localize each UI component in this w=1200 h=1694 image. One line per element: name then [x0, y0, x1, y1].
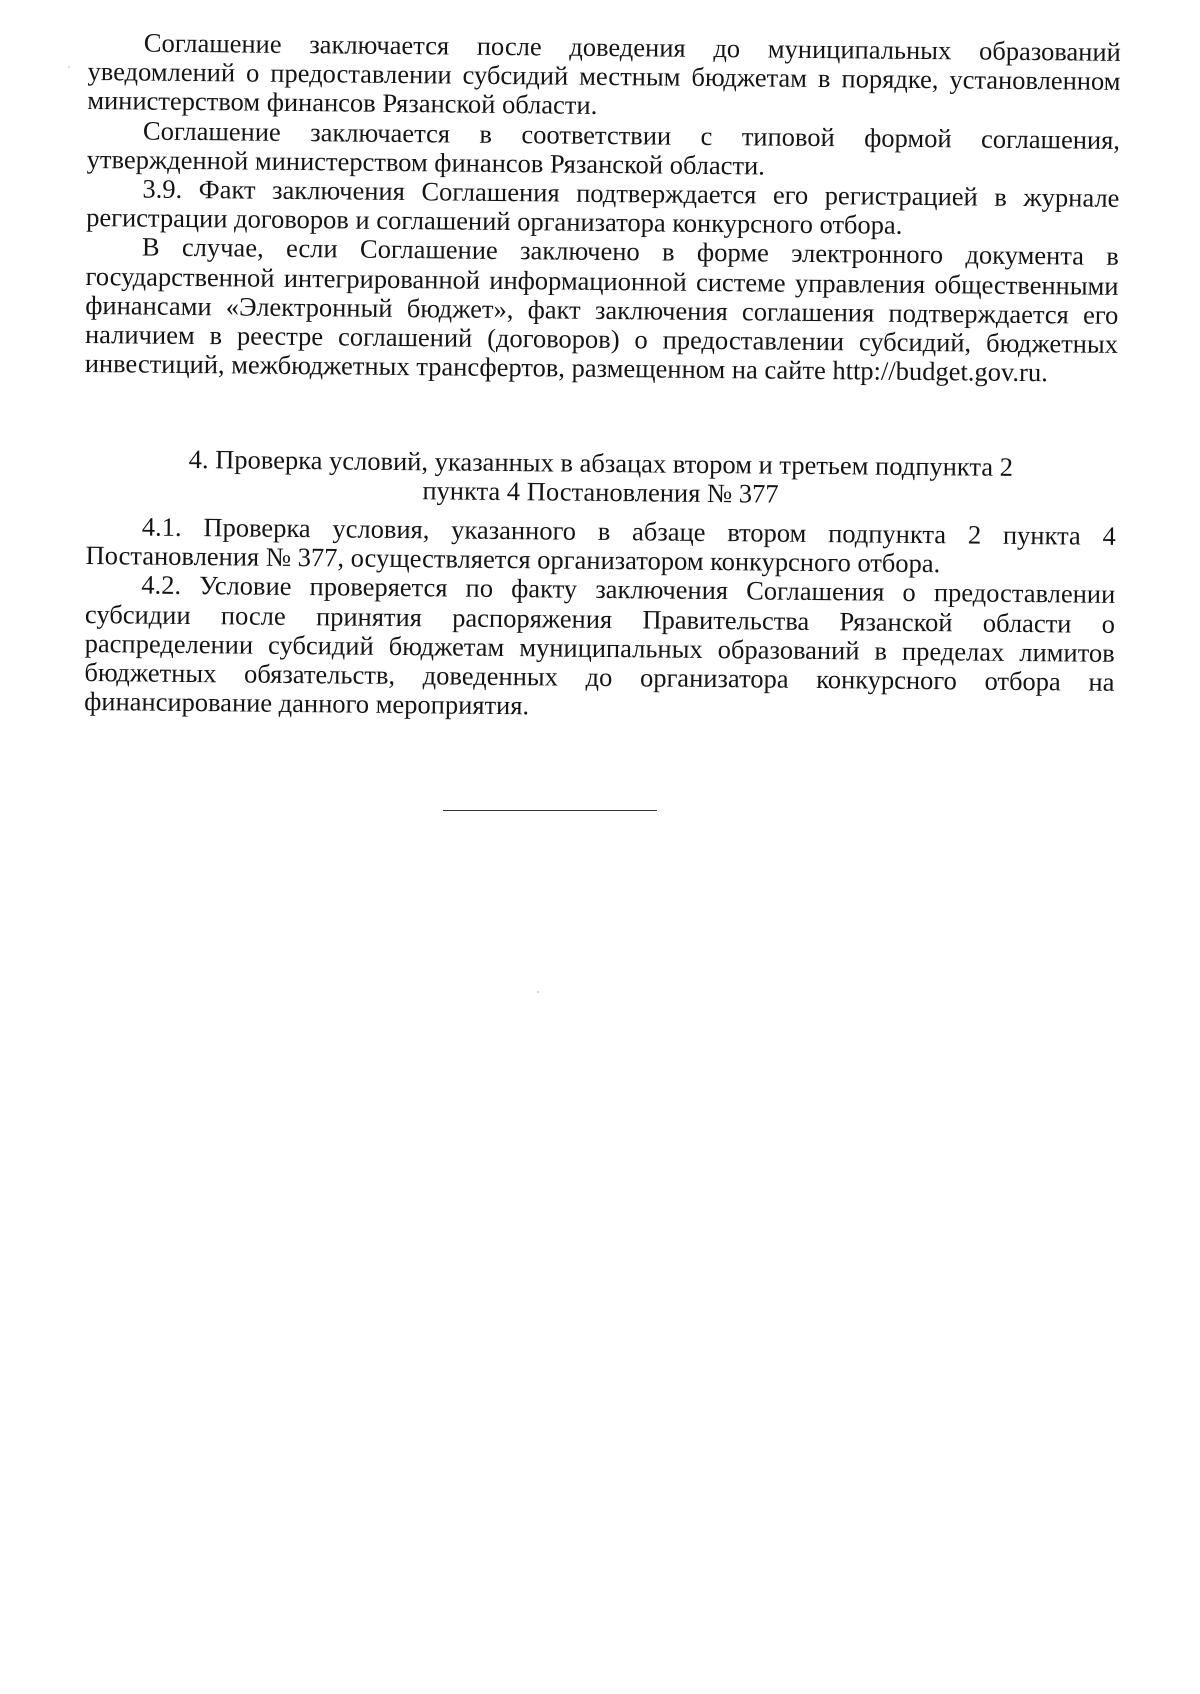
section-4-heading	[85, 444, 1116, 512]
paragraph-agreement-conclusion: Соглашение заключается после доведения до муниципальных образований уведомлений о предоставлении субсидий местным бюджетам в порядке, установленном министерством финансов Рязанской области.	[87, 27, 1121, 121]
paragraph-4-2: 4.2. Условие проверяется по факту заключения Соглашения о предоставлении субсидии после принятия распоряжения Правительства Рязанской области о распределении субсидий бюджетам муниципальных образований в пределах лимитов бюджетных обязательств, доведенных до организатора конкурсного отбора на финансирование данного мероприятия.	[84, 569, 1116, 721]
section-4-heading-line-1: 4. Проверка условий, указанных в абзацах втором и третьем подпункта 2	[188, 443, 1014, 482]
paragraph-electronic-budget: В случае, если Соглашение заключено в форме электронного документа в государственной интегрированной информационной системе управления общественными финансами «Электронный бюджет», факт заключения соглашения подтверждается его наличием в реестре соглашений (договоров) о предоставлении субсидий, бюджетных инвестиций, межбюджетных трансфертов, размещенном на сайте http://budget.gov.ru.	[84, 231, 1119, 388]
section-3-continuation	[85, 28, 1121, 388]
scan-speck	[537, 991, 539, 993]
section-4-body	[84, 512, 1116, 726]
section-4-heading-line-2: пункта 4 Постановления № 377	[422, 475, 779, 509]
scan-speck	[68, 66, 70, 68]
paragraph-agreement-standard-form: Соглашение заключается в соответствии с типовой формой соглашения, утвержденной министерством финансов Рязанской области.	[86, 115, 1121, 181]
paragraph-4-1: 4.1. Проверка условия, указанного в абзаце втором подпункта 2 пункта 4 Постановления № 377, осуществляется организатором конкурсного отбора.	[85, 511, 1116, 579]
paragraph-3-9: 3.9. Факт заключения Соглашения подтверждается его регистрацией в журнале регистрации договоров и соглашений организатора конкурсного отбора.	[86, 173, 1120, 241]
end-separator-line	[443, 810, 657, 811]
